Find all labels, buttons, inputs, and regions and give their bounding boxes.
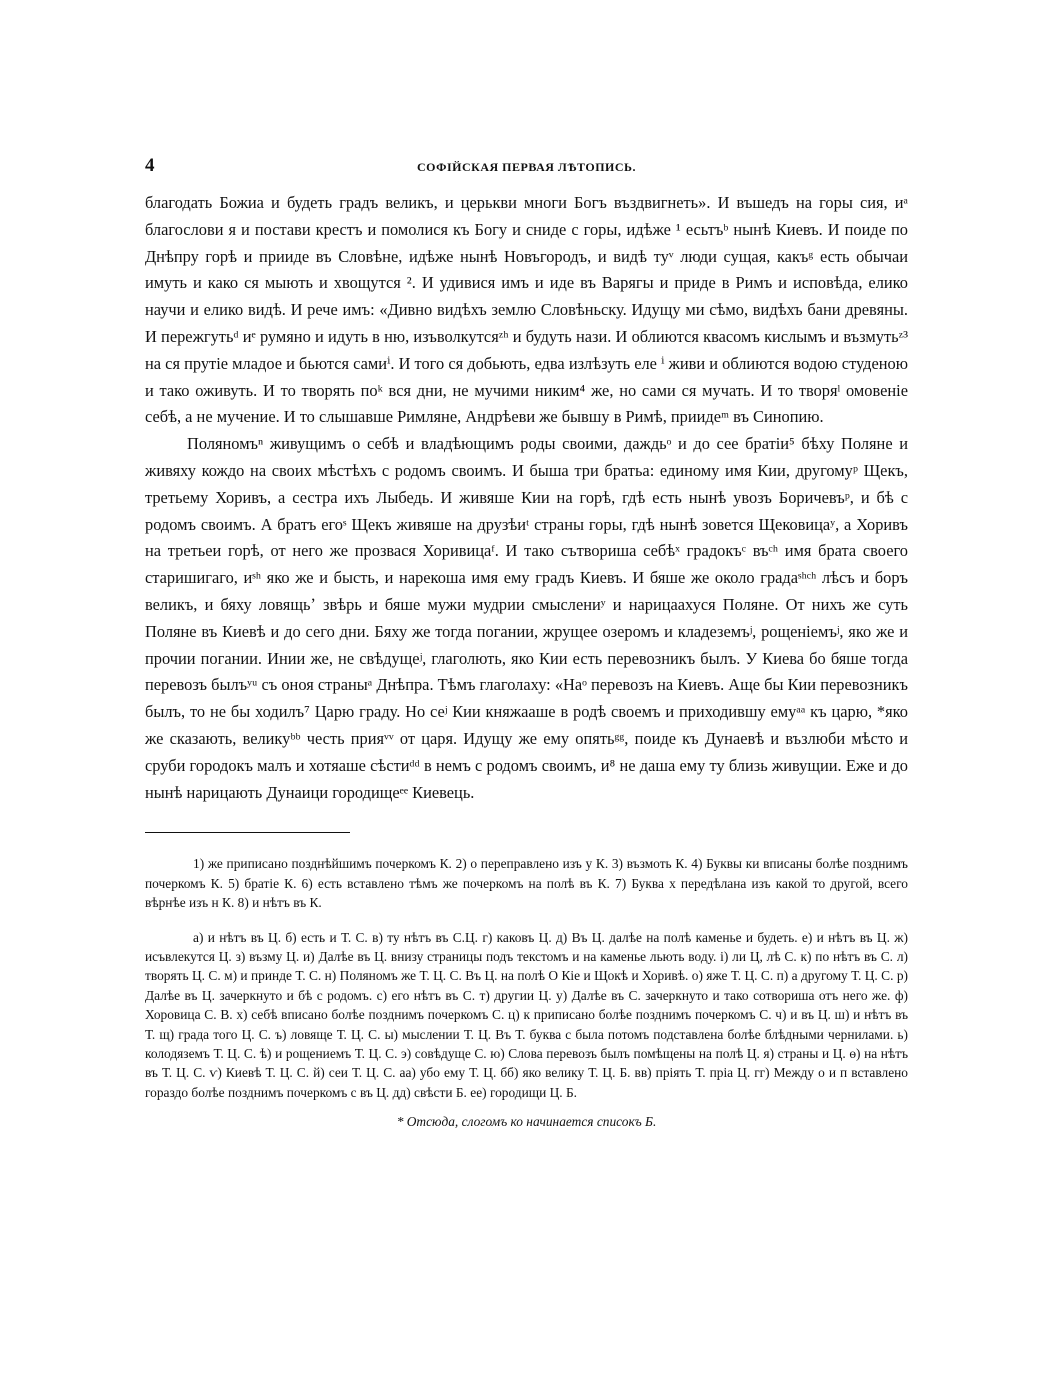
footnote-block: а) и нѣтъ въ Ц. б) есть и Т. С. в) ту нѣтъ въ С.Ц. г) каковъ Ц. д) Въ Ц. далѣе на полѣ каменье и будеть. е) и нѣтъ въ Ц. ж) исъвлекутся Ц. з) възму Ц. и) Далѣе въ Ц. внизу страницы подъ текстомъ и на каменье льють воду. і) ли Ц, лѣ С. к) по нѣтъ въ С. л) творять Ц. С. м) и приндe Т. С. н) Поляномъ же Т. Ц. С. Въ Ц. на полѣ О Кіе и Щокѣ и Хоривѣ. о) яже Т. Ц. С. п) а другому Т. Ц. С. р) Далѣе въ Ц. зачеркнуто и бѣ с родомъ. с) его нѣтъ въ С. т) другии Ц. у) Далѣе въ С. зачеркнуто и тако сотвориша отъ него же. ф) Хоровица С. В. х) себѣ вписано болѣе позднимъ почеркомъ С. ц) к приписано болѣе позднимъ почеркомъ С. ч) и въ Ц. ш) и нѣтъ въ Т. щ) града того Ц. С. ъ) ловяще Т. Ц. С. ы) мыслении Т. Ц. Въ Т. буква с была потомъ подставлена болѣе блѣдными чернилами. ь) колодяземъ Т. Ц. С. ѣ) и рощениемъ Т. Ц. С. э) совѣдуще С. ю) Слова перевозъ былъ помѣщены на полѣ Ц. я) страны и Ц. ѳ) на нѣтъ въ Т. Ц. С. ѵ) Киевѣ Т. Ц. С. й) сеи Т. Ц. С. аа) убо ему Т. Ц. бб) яко велику Т. Ц. Б. вв) прiять Т. пріа Ц. гг) Между о и п вставлено гораздо болѣе позднимъ почеркомъ с въ Ц. дд) свѣсти Б. ее) городищи Ц. Б. (145, 929, 908, 1100)
source-note: * Отсюда, слогомъ ко начинается списокъ Б. (396, 1114, 657, 1130)
footnote-divider (145, 832, 350, 833)
footnote-block: 1) же приписано позднѣйшимъ почеркомъ К. 2) о переправлено изъ у К. 3) възмоть К. 4) Буквы ки вписаны болѣе позднимъ почеркомъ К. 5) братіе К. 6) есть вставлено тѣмъ же почеркомъ на полѣ въ К. 7) Буква х передѣлана изъ какой то другой, всего вѣрнѣе изъ н К. 8) и нѣтъ въ К. (145, 856, 908, 911)
main-text (145, 190, 908, 806)
page-header (145, 150, 908, 178)
document-page (145, 150, 908, 1130)
page-number: 4 (145, 155, 155, 176)
footnotes-variants (145, 928, 908, 1103)
footnotes-numeric (145, 854, 908, 912)
paragraph: Поляномъⁿ живущимъ о себѣ и владѣющимъ роды своими, даждьᵒ и до сее братіи⁵ бѣху Поляне и живяху кождо на своих мѣстѣхъ с родомъ своимъ. И быша три братьа: единому имя Кии, другомуᵖ Щекъ, третьему Хоривъ, а сестра ихъ Лыбедь. И живяше Кии на горѣ, гдѣ есть нынѣ увозъ Боричевъᵖ, и бѣ с родомъ своимъ. А братъ егоˢ Щекъ живяше на друзѣиᵗ страны горы, гдѣ нынѣ зовется Щековицаʸ, а Хоривъ на третьеи горѣ, от него же прозвася Хоривицаᶠ. И тако сътвориша себѣˣ градокъᶜ въᶜʰ имя брата своего старишигаго, иˢʰ яко же и бысть, и нарекоша имя ему градъ Киевъ. И бяше же около градаˢʰᶜʰ лѣсъ и боръ великъ, и бяху ловящьʼ звѣрь и бяше мужи мудрии смыслениʸ и нарицаахуся Поляне. От нихъ же суть Поляне въ Киевѣ и до сего дни. Бяху же тогда погании, жрущее озеромъ и кладеземъʲ, рощеніемъʲ, яко же и прочии погании. Инии же, не свѣдущеʲ, глаголють, яко Кии есть перевозникъ былъ. У Киева бо бяше тогда перевозъ былъʸᵘ съ оноя страныᵃ Днѣпра. Тѣмъ глаголаху: «Наᵒ перевозъ на Киевъ. Аще бы Кии перевозникъ былъ, то не бы ходилъ⁷ Царю граду. Но сеʲ Кии княжааше в родѣ своемъ и приходившу емуᵃᵃ къ царю, *яко же сказають, великуᵇᵇ честь прияᵛᵛ от царя. Идущу же ему опятьᵍᵍ, поиде къ Дунаевѣ и възлюби мѣсто и сруби городокъ малъ и хотяаше сѣстиᵈᵈ в немъ с родомъ своимъ, и⁸ не даша ему ту близь живущии. Еже и до нынѣ нарицають Дунаици городищеᵉᵉ Киевець. (145, 434, 908, 802)
running-title: СОФІЙСКАЯ ПЕРВАЯ ЛѢТОПИСЬ. (417, 160, 636, 174)
paragraph: благодать Божиа и будеть градъ великъ, и церькви многи Богъ въздвигнеть». И въшедъ на горы сия, иᵃ благослови я и постави крестъ и помолися къ Богу и сниде с горы, идѣже ¹ есьтъᵇ нынѣ Киевъ. И поиде по Днѣпру горѣ и прииде въ Словѣне, идѣже нынѣ Новъгородъ, и видѣ туᵛ люди сущая, какъᵍ есть обычаи имуть и како ся мыють и хвощутся ². И удивися имъ и иде въ Варягы и приде в Римъ и исповѣда, елико научи и елико видѣ. И рече имъ: «Дивно видѣхъ землю Словѣньску. Идущу ми сѣмо, видѣхъ бани древяны. И пережгутьᵈ иᵉ румяно и идуть в ню, изъволкутсяᶻʰ и будуть нази. И облиются квасомъ кислымъ и възмутьᶻ³ на ся прутіе младое и бьются самиⁱ. И того ся добьють, едва излѣзуть еле ⁱ живи и облиются водою студеною и тако оживуть. И то творять поᵏ вся дни, не мучими никим⁴ же, но сами ся мучать. И то творяˡ омовеніе себѣ, а не мучение. И то слышавше Римляне, Андрѣеви же бывшу в Римѣ, приидеᵐ въ Синопию. (145, 193, 908, 427)
